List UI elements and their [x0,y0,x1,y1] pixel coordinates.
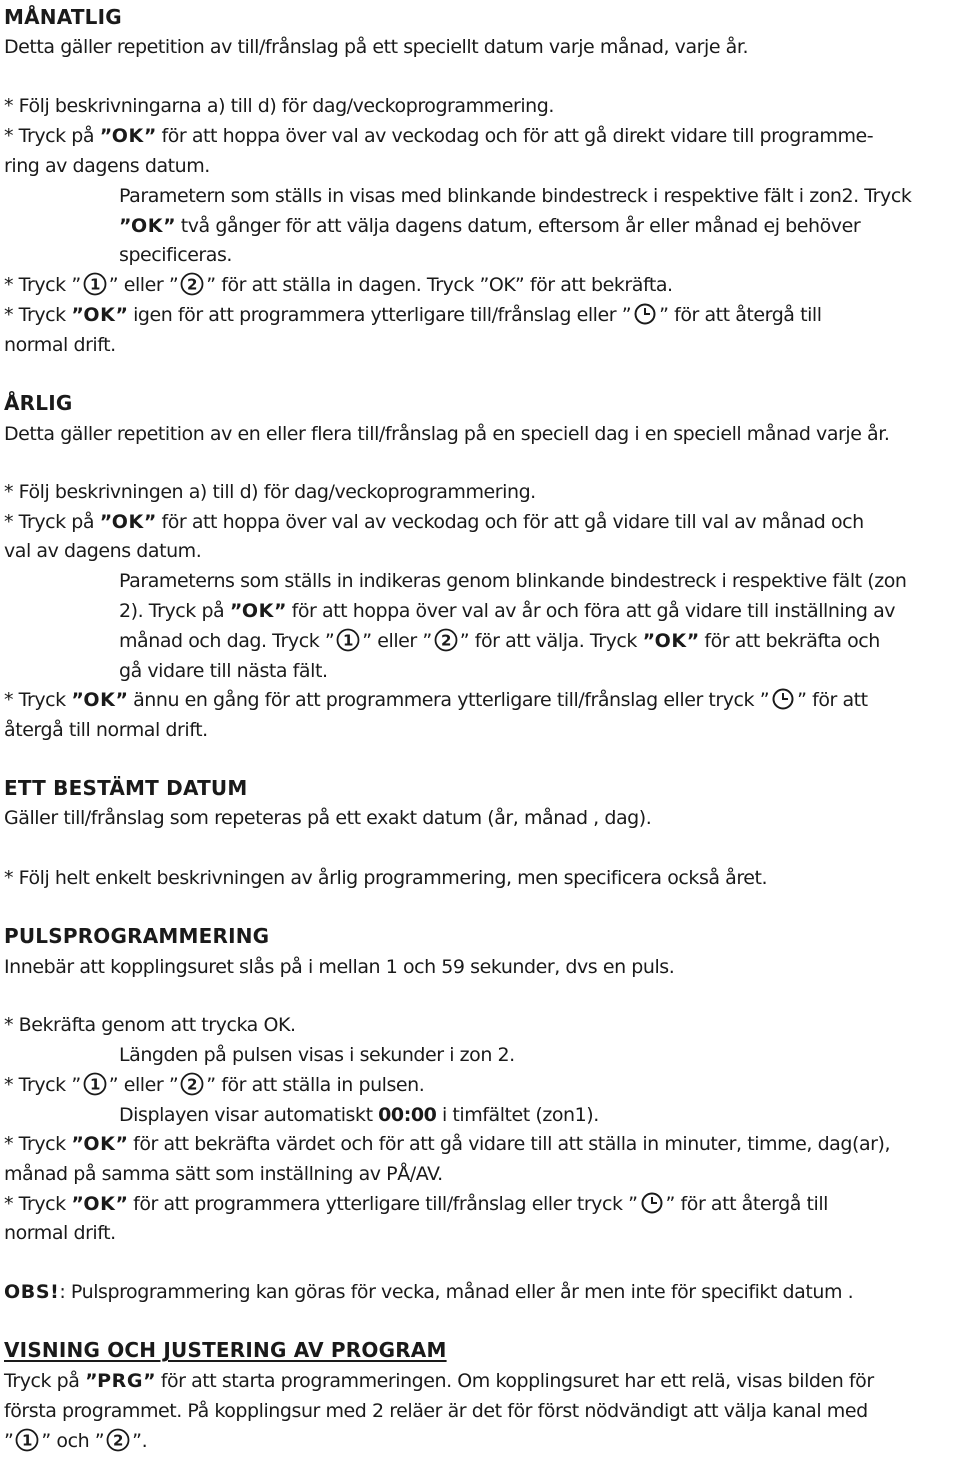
text: för att bekräfta värdet och för att gå vidare till att ställa in minuter, timme, dag(ar), [127,1133,891,1155]
text: igen för att programmera ytterligare till/frånslag eller [127,304,622,326]
clock-icon [633,302,657,326]
text: 2). Tryck på [119,600,230,622]
monatlig-step-2-cont: ring av dagens datum. [4,155,210,177]
text: för att återgå till [674,1193,829,1215]
text: * Tryck [4,1193,72,1215]
text: ännu en gång för att programmera ytterligare till/frånslag eller tryck [127,689,760,711]
text: eller [118,274,169,296]
arlig-step-3: * Tryck ”OK” ännu en gång för att programmera ytterligare till/frånslag eller tryck ” ” för att [4,689,868,711]
heading-monatlig: MÅNATLIG [4,5,122,29]
text: . [141,1430,148,1452]
arlig-step-2 [4,507,864,537]
ok-label: OK [131,215,164,237]
clock-icon [771,687,795,711]
monatlig-intro: Detta gäller repetition av till/frånslag på ett speciellt datum varje månad, varje år. [4,36,749,58]
button-1-icon [83,272,107,296]
obs-note [4,1277,853,1307]
ok-label: OK [83,689,116,711]
puls-step-4: * Tryck ”OK” för att programmera ytterligare till/frånslag eller tryck ” ” för att återgå till [4,1193,829,1215]
ok-label: OK [83,1193,116,1215]
ok-key: ”OK” [229,600,287,622]
text: för att återgå till [668,304,822,326]
ok-key: ”OK” [642,630,699,652]
bestamt-intro: Gäller till/frånslag som repeteras på ett exakt datum (år, månad , dag). [4,807,652,829]
arlig-note-2 [119,596,895,626]
arlig-step-1: * Följ beskrivningen a) till d) för dag/veckoprogrammering. [4,481,536,503]
arlig-note-1: Parameterns som ställs in indikeras genom blinkande bindestreck i respektive fält (zon [119,570,907,592]
puls-step-2: * Tryck ” 1 ” eller ” 2 ” för att ställa in pulsen. [4,1074,425,1096]
ok-key: ”OK” [71,304,128,326]
ok-label: OK [654,630,687,652]
text: för att hoppa över val av veckodag och för att gå vidare till val av månad och [155,511,864,533]
text: eller [371,630,423,652]
heading-visning: VISNING OCH JUSTERING AV PROGRAM [4,1338,447,1362]
button-1-icon [15,1428,39,1452]
monatlig-note-2 [119,211,860,241]
visning-line-3: ” 1 ” och ” 2 ”. [4,1430,148,1452]
ok-label: OK [111,511,144,533]
button-2-icon [180,1072,204,1096]
text: Displayen visar automatiskt [119,1104,379,1126]
puls-step-1: * Bekräfta genom att trycka OK. [4,1014,296,1036]
button-1-icon [336,628,360,652]
ok-key: ”OK” [71,689,128,711]
arlig-step-3-cont: återgå till normal drift. [4,719,208,741]
text: månad och dag. Tryck [119,630,325,652]
arlig-intro: Detta gäller repetition av en eller flera till/frånslag på en speciell dag i en speciell månad varje år. [4,423,890,445]
button-2-icon [106,1428,130,1452]
arlig-step-2-cont: val av dagens datum. [4,540,202,562]
puls-note-2 [119,1100,599,1130]
text: eller [118,1074,169,1096]
text: två gånger för att välja dagens datum, eftersom år eller månad ej behöver [175,215,861,237]
button-2-number: 2 [187,1075,198,1094]
button-2-number: 2 [187,275,198,294]
text: * Tryck [4,304,72,326]
arlig-note-4: gå vidare till nästa fält. [119,660,328,682]
monatlig-step-1: * Följ beskrivningarna a) till d) för dag/veckoprogrammering. [4,95,554,117]
text: i timfältet (zon1). [436,1104,599,1126]
text: * Tryck [4,1133,72,1155]
ok-key: ”OK” [71,1133,128,1155]
monatlig-note-1: Parametern som ställs in visas med blinkande bindestreck i respektive fält i zon2. Tryck [119,185,912,207]
text: Tryck på [4,1370,86,1392]
ok-key: ”OK” [71,1193,128,1215]
ok-label: OK [241,600,274,622]
text: för att programmera ytterligare till/frånslag eller tryck [127,1193,629,1215]
text: för att bekräfta och [698,630,880,652]
text: för att [806,689,868,711]
puls-intro: Innebär att kopplingsuret slås på i mellan 1 och 59 sekunder, dvs en puls. [4,956,675,978]
obs-text: : Pulsprogrammering kan göras för vecka, månad eller år men inte för specifikt datum . [59,1281,854,1303]
heading-pulsprogrammering: PULSPROGRAMMERING [4,924,270,948]
text: * Tryck [4,274,72,296]
monatlig-step-2 [4,121,873,151]
ok-key: ”OK” [99,125,156,147]
obs-label: OBS! [4,1281,60,1303]
button-1-number: 1 [22,1431,33,1450]
button-2-number: 2 [113,1431,124,1450]
ok-key: ”OK” [99,511,156,533]
puls-step-4-cont: normal drift. [4,1222,116,1244]
ok-label: OK [83,304,116,326]
text: * Tryck [4,1074,72,1096]
text: för att hoppa över val av veckodag och för att gå direkt vidare till programme- [155,125,874,147]
text: * Tryck på [4,511,100,533]
text: för att starta programmeringen. Om kopplingsuret har ett relä, visas bilden för [155,1370,874,1392]
text: för att välja. Tryck [469,630,643,652]
text: * Tryck på [4,125,100,147]
monatlig-step-3: * Tryck ” 1 ” eller ” 2 ” för att ställa in dagen. Tryck ”OK” för att bekräfta. [4,274,673,296]
puls-step-3 [4,1129,890,1159]
button-2-icon [434,628,458,652]
text: och [50,1430,95,1452]
text: för att ställa in dagen. Tryck ”OK” för att bekräfta. [215,274,673,296]
heading-bestamt-datum: ETT BESTÄMT DATUM [4,776,248,800]
monatlig-step-4: * Tryck ”OK” igen för att programmera ytterligare till/frånslag eller ” ” för att återgå till [4,304,822,326]
button-1-number: 1 [89,275,100,294]
bestamt-step-1: * Följ helt enkelt beskrivningen av årlig programmering, men specificera också året. [4,867,768,889]
button-2-number: 2 [440,631,451,650]
monatlig-note-3: specificeras. [119,244,233,266]
monatlig-step-4-cont: normal drift. [4,334,116,356]
heading-arlig: ÅRLIG [4,391,73,415]
button-1-icon [83,1072,107,1096]
button-1-number: 1 [89,1075,100,1094]
clock-icon [640,1191,664,1215]
button-2-icon [180,272,204,296]
visning-line-1 [4,1366,874,1396]
ok-label: OK [111,125,144,147]
puls-note-1: Längden på pulsen visas i sekunder i zon 2. [119,1044,515,1066]
puls-step-3-cont: månad på samma sätt som inställning av PÅ/AV. [4,1163,443,1185]
prg-key: ”PRG” [85,1370,156,1392]
text: för att hoppa över val av år och föra att gå vidare till inställning av [286,600,896,622]
visning-line-2: första programmet. På kopplingsur med 2 reläer är det för först nödvändigt att välja kanal med [4,1400,868,1422]
arlig-note-3: månad och dag. Tryck ” 1 ” eller ” 2 ” för att välja. Tryck ”OK” för att bekräfta och [119,630,880,652]
text: * Tryck [4,689,72,711]
ok-key: ”OK” [119,215,176,237]
text: för att ställa in pulsen. [215,1074,425,1096]
ok-label: OK [83,1133,116,1155]
prg-label: PRG [97,1370,144,1392]
button-1-number: 1 [343,631,354,650]
time-display-value: 00:00 [378,1104,437,1126]
